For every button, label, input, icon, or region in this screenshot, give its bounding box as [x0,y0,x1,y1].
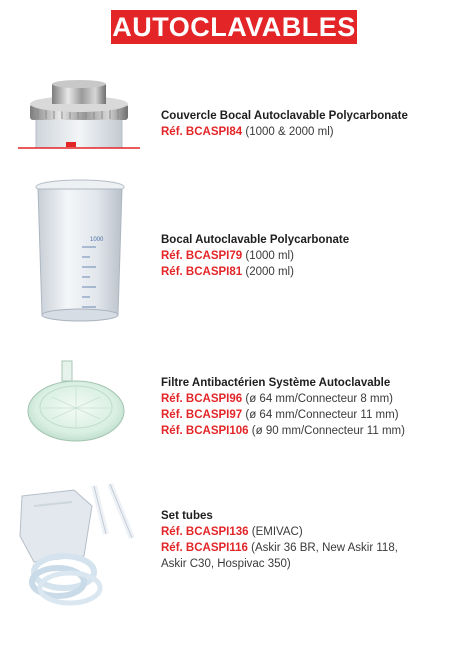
tubes-icon [14,476,146,616]
product-ref-desc: (1000 ml) [245,250,294,262]
product-ref-desc: (1000 & 2000 ml) [245,126,334,138]
product-ref: Réf. BCASPI79 [161,250,243,262]
product-ref-desc-continued: Askir C30, Hospivac 350) [161,558,291,570]
jar-lid-icon [18,80,140,152]
page-title: AUTOCLAVABLES [112,12,356,42]
product-ref: Réf. BCASPI96 [161,393,243,405]
product-ref-desc: (2000 ml) [245,266,294,278]
product-title: Filtre Antibactérien Système Autoclavable [161,377,391,389]
product-filter [0,355,468,455]
product-jar [0,175,468,335]
product-tubes [0,472,468,622]
product-title: Couvercle Bocal Autoclavable Polycarbonate [161,110,408,122]
product-ref: Réf. BCASPI106 [161,425,249,437]
filter-icon [24,357,134,445]
product-title: Bocal Autoclavable Polycarbonate [161,234,350,246]
product-ref-desc: (ø 64 mm/Connecteur 8 mm) [245,393,393,405]
product-ref-desc: (EMIVAC) [251,526,303,538]
product-ref: Réf. BCASPI136 [161,526,249,538]
product-ref: Réf. BCASPI116 [161,542,248,554]
product-ref-desc: (Askir 36 BR, New Askir 118, [251,542,398,554]
product-ref-desc: (ø 64 mm/Connecteur 11 mm) [245,409,399,421]
product-lid [0,70,468,160]
jar-icon [30,175,130,330]
product-title: Set tubes [161,510,213,522]
product-ref-desc: (ø 90 mm/Connecteur 11 mm) [251,425,405,437]
product-ref: Réf. BCASPI84 [161,126,243,138]
jar-graduation-label: 1000 [90,237,104,243]
product-ref: Réf. BCASPI97 [161,409,243,421]
product-ref: Réf. BCASPI81 [161,266,243,278]
